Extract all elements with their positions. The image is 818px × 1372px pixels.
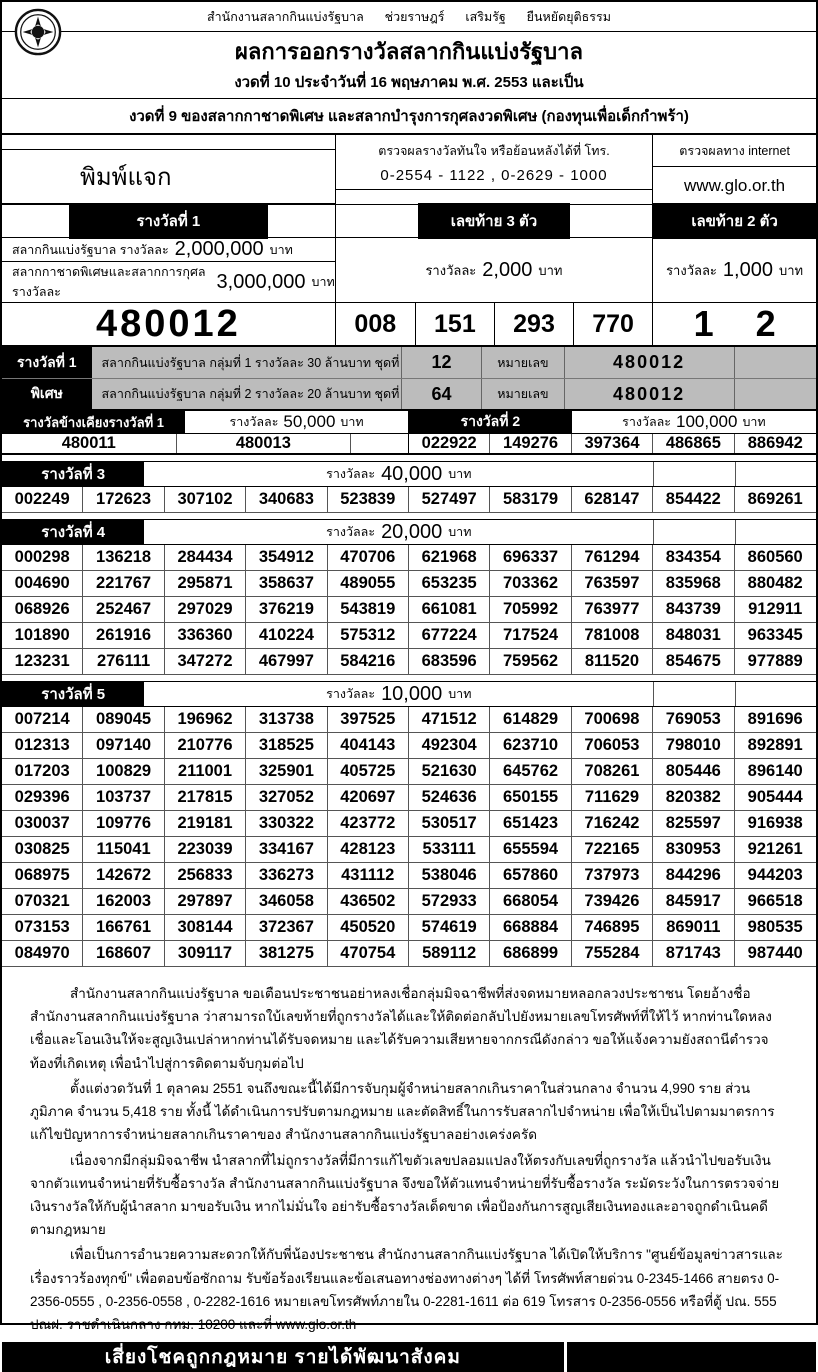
prize5-number: 070321 bbox=[2, 889, 83, 914]
table-row bbox=[2, 707, 816, 733]
last3-prize-suffix: บาท bbox=[538, 262, 563, 278]
last2-number-cell bbox=[653, 303, 816, 345]
footer-paragraph: ตั้งแต่งวดวันที่ 1 ตุลาคม 2551 จนถึงขณะนี้ได้มีการจับกุมผู้จำหน่ายสลากเกินราคาในส่วนกลาง จำนวน 4,990 ราย ส่วนภูมิภาค จำนวน 5,418 ราย ทั้งนี้ ได้ดำเนินการปรับตามกฎหมาย และตัดสิทธิ์ในการรับสลากไปจำหน่าย เพื่อให้เป็นไปตามมาตรการแก้ไขปัญหาการจำหน่ายสลากเกินราคาของ สำนักงานสลากกินแบ่งรัฐบาลอย่างเคร่งครัด bbox=[30, 1080, 775, 1143]
band-empty-cell bbox=[653, 682, 734, 706]
prize4-number: 880482 bbox=[747, 574, 803, 592]
last3-number: 770 bbox=[573, 303, 652, 345]
prize5-number: 030825 bbox=[2, 837, 83, 862]
prize4-number: 834354 bbox=[653, 545, 734, 570]
last3-prize-prefix: รางวัลละ bbox=[425, 262, 477, 278]
prize-labels-row bbox=[2, 205, 816, 238]
prize4-number: 759562 bbox=[490, 649, 571, 674]
prize4-number: 543819 bbox=[328, 597, 409, 622]
prize4-number: 963345 bbox=[747, 626, 803, 644]
table-row bbox=[2, 889, 816, 915]
prize5-number: 397525 bbox=[328, 707, 409, 732]
prize5-number: 651423 bbox=[490, 811, 571, 836]
prize3-number: 002249 bbox=[2, 487, 83, 512]
prize4-number: 835968 bbox=[653, 571, 734, 596]
prize3-number: 172623 bbox=[83, 487, 164, 512]
prize4-number: 123231 bbox=[2, 649, 83, 674]
last3-number: 008 bbox=[354, 309, 397, 338]
prize-amounts-row bbox=[2, 238, 816, 303]
special-desc-1: สลากกินแบ่งรัฐบาล กลุ่มที่ 1 รางวัลละ 30 ล้านบาท ชุดที่ bbox=[101, 355, 400, 370]
check-info-row bbox=[2, 135, 816, 205]
prize5-number: 798010 bbox=[653, 733, 734, 758]
prize5-number: 746895 bbox=[572, 915, 653, 940]
prize5-number: 007214 bbox=[2, 707, 83, 732]
header bbox=[2, 2, 816, 135]
prize5-label: รางวัลที่ 5 bbox=[2, 682, 144, 706]
prize5-number: 589112 bbox=[409, 941, 490, 966]
adjacent-numbers bbox=[2, 434, 409, 453]
prize5-number: 737973 bbox=[572, 863, 653, 888]
prize5-number: 103737 bbox=[83, 785, 164, 810]
prize5-number: 100829 bbox=[83, 759, 164, 784]
prize5-number: 327052 bbox=[246, 785, 327, 810]
prize4-value: 20,000 bbox=[381, 520, 443, 543]
prize4-number: 854675 bbox=[653, 649, 734, 674]
special-set-1: 12 bbox=[401, 347, 482, 378]
prize5-number: 166761 bbox=[83, 915, 164, 940]
table-row bbox=[2, 733, 816, 759]
prize4-number: 261916 bbox=[83, 623, 164, 648]
prize5-number: 805446 bbox=[653, 759, 734, 784]
last2-prize-amount: 1,000 bbox=[722, 258, 773, 281]
prize4-suffix: บาท bbox=[448, 525, 472, 539]
prize5-number: 097140 bbox=[83, 733, 164, 758]
prize4-prefix: รางวัลละ bbox=[326, 525, 376, 539]
prize4-number: 252467 bbox=[83, 597, 164, 622]
last2-amount bbox=[653, 238, 816, 302]
adjacent-prize-value: 50,000 bbox=[283, 412, 336, 431]
print-label-box bbox=[2, 149, 335, 204]
prize4-amount bbox=[144, 520, 653, 544]
prize4-number: 489055 bbox=[328, 571, 409, 596]
prize5-number: 668054 bbox=[490, 889, 571, 914]
prize3-value: 40,000 bbox=[381, 462, 443, 485]
prize5-suffix: บาท bbox=[448, 687, 472, 701]
prize5-number: 655594 bbox=[490, 837, 571, 862]
prize5-number: 297897 bbox=[165, 889, 246, 914]
prize5-number: 916938 bbox=[747, 814, 803, 832]
table-row bbox=[2, 837, 816, 863]
print-label: พิมพ์แจก bbox=[80, 164, 172, 191]
check-phone-label: ตรวจผลรางวัลทันใจ หรือย้อนหลังได้ที่ โทร. bbox=[378, 144, 610, 158]
prize5-number: 309117 bbox=[165, 941, 246, 966]
prize5-number: 420697 bbox=[328, 785, 409, 810]
prize1-line1-prefix: สลากกินแบ่งรัฐบาล รางวัลละ bbox=[12, 242, 169, 257]
prize5-number: 830953 bbox=[653, 837, 734, 862]
prize1-line1-amount: 2,000,000 bbox=[174, 238, 264, 260]
table-row bbox=[2, 811, 816, 837]
prize5-number: 196962 bbox=[165, 707, 246, 732]
last3-numbers bbox=[336, 303, 653, 345]
second-prize-prefix: รางวัลละ bbox=[622, 415, 671, 429]
prize4-number: 977889 bbox=[747, 652, 803, 670]
special-number-label-2: หมายเลข bbox=[497, 387, 549, 401]
prize4-number: 677224 bbox=[409, 623, 490, 648]
prize5-number: 346058 bbox=[246, 889, 327, 914]
table-row bbox=[2, 915, 816, 941]
second-prize-suffix: บาท bbox=[742, 415, 766, 429]
prize5-number: 142672 bbox=[83, 863, 164, 888]
prize5-number: 436502 bbox=[328, 889, 409, 914]
prize4-number: 761294 bbox=[572, 545, 653, 570]
table-row bbox=[2, 597, 816, 623]
prize4-number: 297029 bbox=[165, 597, 246, 622]
prize5-number: 223039 bbox=[165, 837, 246, 862]
special-label-top: รางวัลที่ 1 bbox=[2, 347, 92, 378]
prize4-number: 470706 bbox=[328, 545, 409, 570]
footer-paragraph: เนื่องจากมีกลุ่มมิจฉาชีพ นำสลากที่ไม่ถูกรางวัลที่มีการแก้ไขตัวเลขปลอมแปลงให้ตรงกับเลขที่ถูกรางวัล แล้วนำไปขอรับเงินจากตัวแทนจำหน่ายที่รับซื้อรางวัล สำนักงานสลากกินแบ่งรัฐบาล จึงขอให้ตัวแทนจำหน่ายที่รับซื้อรางวัล ระมัดระวังในการตรวจจ่ายเงินรางวัลให้กับผู้นำสลาก มาขอรับเงิน หากไม่มั่นใจ อย่ารับซื้อรางวัลเด็ดขาด เพื่อป้องกันการสูญเสียเงินทองและอาจถูกดำเนินคดีตามกฎหมาย bbox=[30, 1152, 780, 1238]
prize4-number: 575312 bbox=[328, 623, 409, 648]
prize5-number: 769053 bbox=[653, 707, 734, 732]
prize5-number: 521630 bbox=[409, 759, 490, 784]
bottom-right-box bbox=[564, 1342, 816, 1372]
special-row-1 bbox=[2, 347, 816, 378]
prize5-number: 572933 bbox=[409, 889, 490, 914]
table-row bbox=[2, 785, 816, 811]
prize4-number: 068926 bbox=[2, 597, 83, 622]
prize4-number: 705992 bbox=[490, 597, 571, 622]
second-prize-number: 149276 bbox=[490, 434, 571, 453]
prize5-number: 381275 bbox=[246, 941, 327, 966]
prize5-number: 538046 bbox=[409, 863, 490, 888]
table-row bbox=[2, 863, 816, 889]
adjacent-number: 480013 bbox=[177, 434, 352, 453]
prize1-amount-line2 bbox=[2, 261, 335, 302]
prize5-number: 423772 bbox=[328, 811, 409, 836]
prize5-number: 825597 bbox=[653, 811, 734, 836]
prize3-label: รางวัลที่ 3 bbox=[2, 462, 144, 486]
prize4-number: 781008 bbox=[572, 623, 653, 648]
prize5-number: 944203 bbox=[747, 866, 803, 884]
bottom-slogan-bar bbox=[2, 1342, 816, 1372]
special-tail-2 bbox=[735, 379, 816, 409]
prize5-prefix: รางวัลละ bbox=[326, 687, 376, 701]
last2-label-cell bbox=[653, 203, 816, 239]
slogan-text: เสี่ยงโชคถูกกฎหมาย รายได้พัฒนาสังคม bbox=[104, 1347, 461, 1369]
prize5-number: 892891 bbox=[747, 736, 803, 754]
prize5-number: 318525 bbox=[246, 733, 327, 758]
special-number-label-1: หมายเลข bbox=[497, 355, 549, 370]
second-prize-label: รางวัลที่ 2 bbox=[409, 411, 572, 433]
prize4-number: 696337 bbox=[490, 545, 571, 570]
special-row-2 bbox=[2, 378, 816, 409]
prize5-number: 372367 bbox=[246, 915, 327, 940]
prize3-suffix: บาท bbox=[448, 467, 472, 481]
prize3-number: 854422 bbox=[653, 487, 734, 512]
check-internet-label: ตรวจผลทาง internet bbox=[653, 141, 816, 167]
last2-label: เลขท้าย 2 ตัว bbox=[653, 203, 816, 239]
prize5-number: 470754 bbox=[328, 941, 409, 966]
prize4-grid bbox=[2, 545, 816, 675]
prize5-amount bbox=[144, 682, 653, 706]
prize5-number: 700698 bbox=[572, 707, 653, 732]
prize4-number: 101890 bbox=[2, 623, 83, 648]
prize5-number: 708261 bbox=[572, 759, 653, 784]
last2-number: 1 2 bbox=[693, 303, 792, 344]
prize5-number: 450520 bbox=[328, 915, 409, 940]
prize3-number: 527497 bbox=[409, 487, 490, 512]
prize5-number: 645762 bbox=[490, 759, 571, 784]
prize5-number: 308144 bbox=[165, 915, 246, 940]
draw-info-line1: งวดที่ 10 ประจำวันที่ 16 พฤษภาคม พ.ศ. 2553 และเป็น bbox=[2, 69, 816, 99]
prize1-amounts bbox=[2, 238, 336, 302]
prize3-number: 523839 bbox=[328, 487, 409, 512]
prize4-number: 848031 bbox=[653, 623, 734, 648]
first-prize-number-cell bbox=[2, 303, 336, 345]
adjacent-prize-suffix: บาท bbox=[340, 415, 364, 429]
phone-numbers: 0-2554 - 1122 , 0-2629 - 1000 bbox=[336, 163, 652, 190]
table-row bbox=[2, 623, 816, 649]
prize5-number: 891696 bbox=[747, 710, 803, 728]
prize5-number: 614829 bbox=[490, 707, 571, 732]
prize1-line2-prefix: สลากกาชาดพิเศษและสลากการกุศล รางวัลละ bbox=[12, 265, 206, 299]
prize3-number: 628147 bbox=[572, 487, 653, 512]
phone-check-cell bbox=[336, 135, 653, 204]
prize5-number: 845917 bbox=[653, 889, 734, 914]
adjacent-prize-label: รางวัลข้างเคียงรางวัลที่ 1 bbox=[2, 411, 185, 433]
last3-prize-amount: 2,000 bbox=[482, 258, 533, 281]
first-prize-special-section bbox=[2, 345, 816, 411]
prize5-number: 706053 bbox=[572, 733, 653, 758]
prize4-number: 763977 bbox=[572, 597, 653, 622]
prize4-label: รางวัลที่ 4 bbox=[2, 520, 144, 544]
second-prize-amount bbox=[572, 411, 816, 433]
last2-prize-prefix: รางวัลละ bbox=[666, 262, 717, 278]
prize4-number: 860560 bbox=[747, 548, 803, 566]
prize5-number: 017203 bbox=[2, 759, 83, 784]
special-label-bottom: พิเศษ bbox=[2, 379, 92, 409]
prize4-number: 584216 bbox=[328, 649, 409, 674]
last3-label-cell bbox=[336, 203, 653, 239]
prize5-number: 219181 bbox=[165, 811, 246, 836]
prize4-number: 467997 bbox=[246, 649, 327, 674]
prize5-number: 921261 bbox=[747, 840, 803, 858]
adjacent-number: 480011 bbox=[2, 434, 177, 453]
prize1-line2-suffix: บาท bbox=[311, 275, 335, 289]
prize5-number: 623710 bbox=[490, 733, 571, 758]
prize4-number: 000298 bbox=[2, 545, 83, 570]
prize1-label-cell bbox=[2, 203, 336, 239]
special-desc-2: สลากกินแบ่งรัฐบาล กลุ่มที่ 2 รางวัลละ 20 ล้านบาท ชุดที่ bbox=[101, 387, 400, 401]
band-empty-cell bbox=[653, 520, 734, 544]
prize5-number: 869011 bbox=[653, 915, 734, 940]
prize1-amount-line1 bbox=[2, 238, 335, 261]
prize4-number: 653235 bbox=[409, 571, 490, 596]
prize5-number: 530517 bbox=[409, 811, 490, 836]
band-empty-cell bbox=[735, 682, 816, 706]
prize5-number: 334167 bbox=[246, 837, 327, 862]
prize5-band bbox=[2, 681, 816, 707]
prize5-number: 068975 bbox=[2, 863, 83, 888]
prize5-number: 650155 bbox=[490, 785, 571, 810]
prize4-number: 221767 bbox=[83, 571, 164, 596]
prize4-number: 410224 bbox=[246, 623, 327, 648]
prize5-number: 404143 bbox=[328, 733, 409, 758]
prize3-number: 583179 bbox=[490, 487, 571, 512]
draw-info-line2: งวดที่ 9 ของสลากกาชาดพิเศษ และสลากบำรุงการกุศลงวดพิเศษ (กองทุนเพื่อเด็กกำพร้า) bbox=[129, 108, 689, 125]
prize5-number: 313738 bbox=[246, 707, 327, 732]
prize5-number: 109776 bbox=[83, 811, 164, 836]
prize4-number: 136218 bbox=[83, 545, 164, 570]
prize4-number: 347272 bbox=[165, 649, 246, 674]
table-row bbox=[2, 545, 816, 571]
prize4-number: 912911 bbox=[748, 600, 803, 618]
prize4-band bbox=[2, 519, 816, 545]
prize4-number: 703362 bbox=[490, 571, 571, 596]
special-set-2: 64 bbox=[401, 379, 482, 409]
prize4-number: 295871 bbox=[165, 571, 246, 596]
page-title: ผลการออกรางวัลสลากกินแบ่งรัฐบาล bbox=[235, 39, 583, 64]
adjacent-second-header-row bbox=[2, 411, 816, 434]
second-prize-value: 100,000 bbox=[676, 412, 738, 431]
table-row bbox=[2, 571, 816, 597]
agency-motto: สำนักงานสลากกินแบ่งรัฐบาล ช่วยราษฎร์ เสริมรัฐ ยืนหยัดยุติธรรม bbox=[2, 2, 816, 32]
band-empty-cell bbox=[653, 462, 734, 486]
prize5-number: 716242 bbox=[572, 811, 653, 836]
prize4-number: 843739 bbox=[653, 597, 734, 622]
last3-number: 151 bbox=[415, 303, 494, 345]
band-empty-cell bbox=[735, 520, 816, 544]
prize5-number: 844296 bbox=[653, 863, 734, 888]
prize4-number: 004690 bbox=[2, 571, 83, 596]
special-number-2: 480012 bbox=[564, 379, 735, 409]
prize4-number: 358637 bbox=[246, 571, 327, 596]
prize5-number: 711629 bbox=[572, 785, 653, 810]
footer-notices bbox=[2, 972, 816, 1342]
prize5-number: 405725 bbox=[328, 759, 409, 784]
prize5-number: 012313 bbox=[2, 733, 83, 758]
winning-numbers-row bbox=[2, 303, 816, 345]
second-prize-number: 886942 bbox=[747, 434, 803, 452]
prize5-number: 162003 bbox=[83, 889, 164, 914]
prize5-number: 089045 bbox=[83, 707, 164, 732]
prize5-number: 524636 bbox=[409, 785, 490, 810]
band-empty-cell bbox=[735, 462, 816, 486]
table-row bbox=[2, 941, 816, 967]
prize3-grid bbox=[2, 487, 816, 513]
special-tail-1 bbox=[735, 347, 816, 378]
prize3-amount bbox=[144, 462, 653, 486]
prize5-number: 980535 bbox=[747, 918, 803, 936]
prize5-number: 896140 bbox=[747, 762, 803, 780]
prize5-number: 030037 bbox=[2, 811, 83, 836]
table-row bbox=[2, 487, 816, 513]
table-row bbox=[2, 649, 816, 675]
prize1-line2-amount: 3,000,000 bbox=[216, 270, 306, 293]
prize3-prefix: รางวัลละ bbox=[326, 467, 376, 481]
prize5-number: 686899 bbox=[490, 941, 571, 966]
prize4-number: 763597 bbox=[572, 571, 653, 596]
website-url: www.glo.or.th bbox=[684, 176, 786, 195]
last3-label: เลขท้าย 3 ตัว bbox=[418, 203, 570, 239]
table-row bbox=[2, 759, 816, 785]
adjacent-prize-amount bbox=[185, 411, 409, 433]
special-number-1: 480012 bbox=[564, 347, 735, 378]
prize5-number: 084970 bbox=[2, 941, 83, 966]
prize5-number: 428123 bbox=[328, 837, 409, 862]
prize5-number: 739426 bbox=[572, 889, 653, 914]
internet-check-cell bbox=[653, 135, 816, 204]
prize4-number: 276111 bbox=[83, 649, 164, 674]
first-prize-number: 480012 bbox=[95, 302, 241, 345]
prize5-number: 871743 bbox=[653, 941, 734, 966]
prize5-number: 657860 bbox=[490, 863, 571, 888]
prize5-number: 574619 bbox=[409, 915, 490, 940]
prize5-number: 168607 bbox=[83, 941, 164, 966]
prize5-number: 256833 bbox=[165, 863, 246, 888]
prize5-number: 210776 bbox=[165, 733, 246, 758]
prize5-number: 966518 bbox=[747, 892, 803, 910]
adjacent-second-numbers-row bbox=[2, 434, 816, 455]
last3-number: 293 bbox=[494, 303, 573, 345]
second-prize-number: 486865 bbox=[653, 434, 734, 453]
print-label-cell bbox=[2, 135, 336, 204]
prize5-number: 115041 bbox=[83, 837, 164, 862]
prize5-number: 431112 bbox=[328, 863, 409, 888]
prize3-band bbox=[2, 461, 816, 487]
prize5-number: 668884 bbox=[490, 915, 571, 940]
prize5-grid bbox=[2, 707, 816, 967]
prize5-number: 029396 bbox=[2, 785, 83, 810]
glo-seal-logo bbox=[14, 8, 62, 56]
second-prize-numbers bbox=[409, 434, 816, 453]
prize4-number: 683596 bbox=[409, 649, 490, 674]
second-prize-number: 022922 bbox=[409, 434, 490, 453]
prize5-number: 325901 bbox=[246, 759, 327, 784]
last2-prize-suffix: บาท bbox=[778, 262, 804, 278]
prize5-number: 217815 bbox=[165, 785, 246, 810]
prize4-number: 376219 bbox=[246, 597, 327, 622]
prize4-number: 354912 bbox=[246, 545, 327, 570]
footer-paragraph: เพื่อเป็นการอำนวยความสะดวกให้กับพี่น้องประชาชน สำนักงานสลากกินแบ่งรัฐบาล ได้เปิดให้บริการ "ศูนย์ข้อมูลข่าวสารและเรื่องราวร้องทุกข์" เพื่อตอบข้อซักถาม รับข้อร้องเรียนและข้อเสนอทางช่องทางต่างๆ ได้ที่ โทรศัพท์สายด่วน 0-2345-1466 สายตรง 0-2356-0555 , 0-2356-0558 , 0-2282-1616 หมายเลขโทรศัพท์ภายใน 0-2281-1611 ต่อ 619 โทรสาร 0-2356-0556 หรือที่ตู้ ปณ. 555 ปณฝ. ราชดำเนินกลาง กทม. 10200 และที่ www.glo.or.th bbox=[30, 1247, 783, 1333]
prize5-number: 492304 bbox=[409, 733, 490, 758]
prize5-number: 755284 bbox=[572, 941, 653, 966]
prize5-number: 533111 bbox=[409, 837, 490, 862]
prize5-number: 987440 bbox=[747, 944, 803, 962]
last3-amount bbox=[336, 238, 653, 302]
prize4-number: 811520 bbox=[572, 649, 653, 674]
prize5-number: 211001 bbox=[165, 759, 246, 784]
prize5-number: 820382 bbox=[653, 785, 734, 810]
prize5-number: 073153 bbox=[2, 915, 83, 940]
prize3-number: 307102 bbox=[165, 487, 246, 512]
prize1-line1-suffix: บาท bbox=[269, 242, 293, 257]
prize3-number: 869261 bbox=[747, 490, 803, 508]
adjacent-prize-prefix: รางวัลละ bbox=[229, 415, 279, 429]
prize5-number: 471512 bbox=[409, 707, 490, 732]
prize4-number: 717524 bbox=[490, 623, 571, 648]
prize5-number: 330322 bbox=[246, 811, 327, 836]
prize5-number: 905444 bbox=[747, 788, 803, 806]
prize4-number: 621968 bbox=[409, 545, 490, 570]
prize5-number: 336273 bbox=[246, 863, 327, 888]
footer-paragraph: สำนักงานสลากกินแบ่งรัฐบาล ขอเตือนประชาชนอย่าหลงเชื่อกลุ่มมิจฉาชีพที่ส่งจดหมายหลอกลวงประชาชน โดยอ้างชื่อสำนักงานสลากกินแบ่งรัฐบาล ว่าสามารถใบ้เลขท้ายที่ถูกรางวัลได้และให้ติดต่อกลับไปยังหมายเลขโทรศัพท์ที่ให้ไว้ หากท่านใดหลงเชื่อและโอนเงินให้จะสูญเงินเปล่าหากท่านได้รับจดหมาย และได้รับความเสียหายจากกรณีดังกล่าว ขอให้แจ้งความยังสถานีตำรวจท้องที่เกิดเหตุ เพื่อนำไปสู่การติดตามจับกุมต่อไป bbox=[30, 986, 772, 1071]
prize4-number: 336360 bbox=[165, 623, 246, 648]
prize5-number: 722165 bbox=[572, 837, 653, 862]
prize5-value: 10,000 bbox=[381, 682, 443, 705]
prize1-label: รางวัลที่ 1 bbox=[69, 203, 269, 239]
second-prize-number: 397364 bbox=[572, 434, 653, 453]
prize4-number: 661081 bbox=[409, 597, 490, 622]
prize3-number: 340683 bbox=[246, 487, 327, 512]
prize4-number: 284434 bbox=[165, 545, 246, 570]
